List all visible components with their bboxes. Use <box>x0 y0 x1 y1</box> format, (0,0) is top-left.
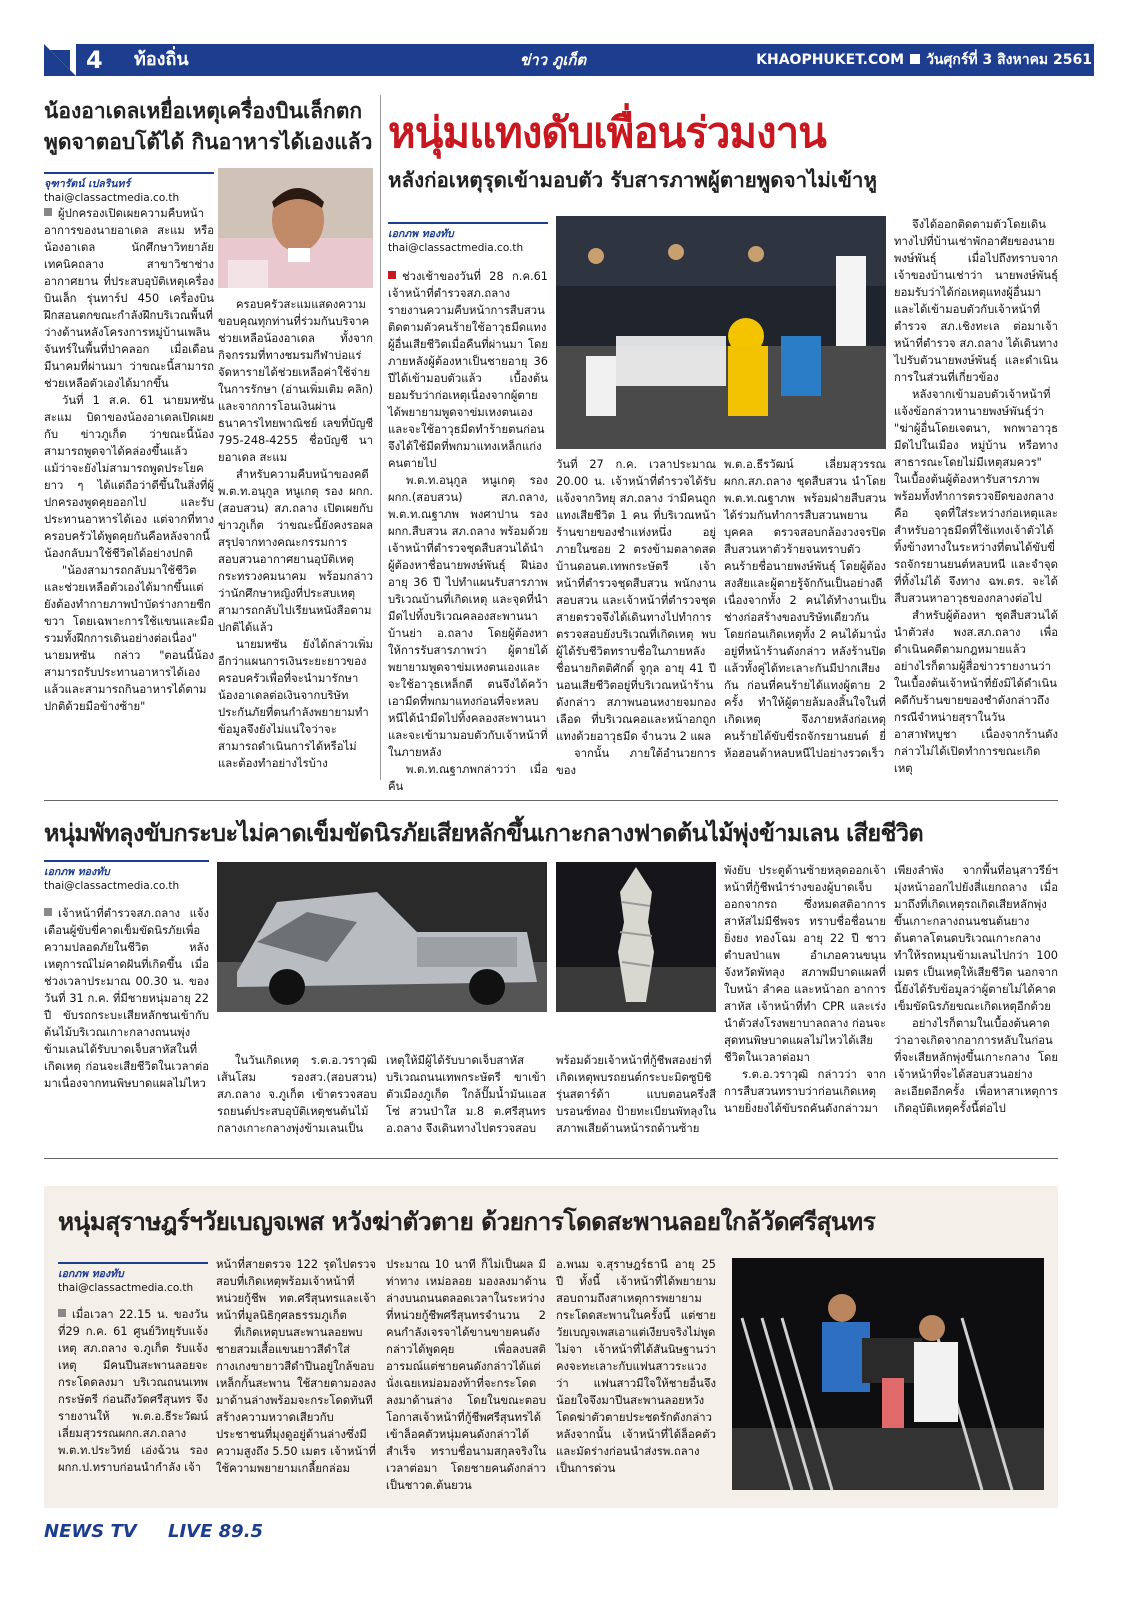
story2-text-p2: พ.ต.ท.อนุกูล หนูเกตุ รอง ผกก.(สอบสวน) สภ.ถลาง, พ.ต.ท.ณฐาภพ พงศาปาน รอง ผกก.สืบสวน สภ.ถลาง พร้อมด้วยเจ้าหน้าที่ตำรวจชุดสืบสวนได้นำผู้ต้องหาชื่อนายพงษ์พันธุ์ ฝีน่องอายุ 36 ปี ไปทำแผนรับสารภาพบริเวณบ้านที่เกิดเหตุ และจุดที่นำมีดไปทิ้งบริเวณคลองสะพานนา บ้านย่า อ.ถลาง โดยผู้ต้องหาให้การรับสารภาพว่า ผู้ตายได้พยายามพูดจาข่มเหงตนเองและจะใช้อาวุธเหล็กตี ตนจึงได้คว้าเอามีดที่พกมาแทงก่อนที่จะหลบหนีได้นำมีดไปทิ้งคลองสะพานนาและจะเข้ามามอบตัวกับเจ้าหน้าที่ในภายหลัง <box>388 474 548 759</box>
page-number: 4 <box>86 46 103 74</box>
issue-date: วันศุกร์ที่ 3 สิงหาคม 2561 <box>926 52 1092 68</box>
story3-photo-wrecked-pickup <box>217 862 547 1012</box>
paragraph-bullet-icon <box>44 208 52 216</box>
story2-col2 <box>556 456 716 784</box>
story4-text-p3: ที่เกิดเหตุบนสะพานลอยพบชายสวมเสื้อแขนยาวสีดำใส่กางเกงขายาวสีดำปีนอยู่ใกล้ขอบเหล็กกั้นสะพาน ใช้สายตามองลงมาด้านล่างพร้อมจะกระโดดทันทีสร้างความหวาดเสียวกับประชาชนที่มุงดูอยู่ด้านล่างซึ่งมีความสูงถึง 5.50 เมตร เจ้าหน้าที่ใช้ความพยายามเกลี้ยกล่อม <box>216 1326 376 1475</box>
story1-headline-line1: น้องอาเดลเหยื่อเหตุเครื่องบินเล็กตก <box>44 99 363 123</box>
story3-photo-palm-tree <box>556 862 716 1012</box>
story1-text-p5: สำหรับความคืบหน้าของคดี พ.ต.ท.อนุกูล หนูเกตุ รอง ผกก.(สอบสวน) สภ.ถลาง เปิดเผยกับ ข่าวภูเก็ต ว่าขณะนี้ยังคงรอผลสรุปจากทางคณะกรรมการสอบสวนอากาศยานอุบัติเหตุ กระทรวงคมนาคม พร้อมกล่าวว่านักศึกษาหญิงที่ประสบเหตุสามารถกลับไปเรียนหนังสือตามปกติได้แล้ว <box>218 468 373 634</box>
story2-email: thai@classactmedia.co.th <box>388 242 524 254</box>
story2-text-p8: หลังจากเข้ามอบตัวเจ้าหน้าที่แจ้งข้อกล่าวหานายพงษ์พันธุ์ว่า "ฆ่าผู้อื่นโดยเจตนา, พกพาอาวุธมีดไปในเมือง หมู่บ้าน หรือทางสาธารณะโดยไม่มีเหตุสมควร" ในเบื้องต้นผู้ต้องหารับสารภาพ พร้อมทั้งทำการตรวจยึดของกลาง คือ จุดที่ใส่ระหว่างก่อเหตุและสำหรับอาวุธมีดที่ใช้แทงเจ้าตัวได้ทิ้งข้างทางในระหว่างที่ตนได้ขับขี่รถจักรยานยนต์หลบหนี และจำจุดที่ทิ้งไม่ได้ จึงทาง ฉพ.ตร. จะได้สืบสวนหาอาวุธของกลางต่อไป <box>894 388 1058 605</box>
story1-email: thai@classactmedia.co.th <box>44 192 180 204</box>
header-site-date <box>756 44 1092 76</box>
story2-text-p6: พ.ต.อ.ธีรวัฒน์ เลี่ยมสุวรรณ ผกก.สภ.ถลาง ชุดสืบสวน นำโดย พ.ต.ท.ณฐาภพ พร้อมฝ่ายสืบสวนได้ร่วมกันทำการสืบสวนพยานบุคคล ตรวจสอบกล้องวงจรปิดสืบสวนหาตัวร้ายจนทราบตัวคนร้ายชื่อนายพงษ์พันธุ์ โดยผู้ต้องสงสัยและผู้ตายรู้จักกันเป็นอย่างดีเนื่องจากทั้ง 2 คนได้ทำงานเป็นช่างก่อสร้างของบริษัทเดียวกัน โดยก่อนเกิดเหตุทั้ง 2 คนได้มานั่งอยู่ที่หน้าร้านดังกล่าว หลังร้านปิดแล้วทั้งคู่ได้ทะเลาะกันมีปากเสียงกัน ก่อนที่คนร้ายได้แทงผู้ตาย 2 ครั้ง ทำให้ผู้ตายล้มลงสิ้นใจในที่เกิดเหตุ จึงภายหลังก่อเหตุ คนร้ายได้ขับขี่รถจักรยานยนต์ ยี่ห้อฮอนด้าหลบหนีไปอย่างรวดเร็ว <box>724 458 886 760</box>
story3-byline <box>44 860 209 893</box>
story3-text-p8: อย่างไรก็ตามในเบื้องต้นคาดว่าอาจเกิดจากอาการหลับในก่อนที่จะเสียหลักพุ่งขึ้นเกาะกลาง โดยเจ้าหน้าที่จะได้สอบสวนอย่างละเอียดอีกครั้ง เพื่อหาสาเหตุการเกิดอุบัติเหตุครั้งนี้ต่อไป <box>894 1017 1058 1115</box>
footer-logo-live: LIVE 89.5 <box>168 1521 264 1542</box>
story3-text-p4: พร้อมด้วยเจ้าหน้าที่กู้ชีพสองย่าที่เกิดเหตุพบรถยนต์กระบะมิตซูบิชิ รุ่นสตาร์ด้า แบบตอนครึ่งสีบรอนซ์ทอง ป้ายทะเบียนพัทลุงในสภาพเสียด้านหน้ารถด้านซ้าย <box>556 1054 716 1135</box>
story3-col2 <box>217 1052 377 1138</box>
story1-photo-patient <box>218 168 373 288</box>
story2-col1 <box>388 268 548 793</box>
corner-logo-icon <box>44 44 76 76</box>
story2-text-p3: พ.ต.ท.ณฐาภพกล่าวว่า เมื่อคืน <box>388 763 548 793</box>
story1-text-p6: นายมหซัน ยังได้กล่าวเพิ่มอีกว่าแผนการเงินระยะยาวของครอบครัวเพื่อที่จะนำมารักษาน้องอาเดลต่อเงินจากบริษัทประกันภัยที่ตนกำลังพยายามทำข้อมูลจึงยังไม่แน่ใจว่าจะสามารถดำเนินการได้หรือไม่และต้องทำอย่างไรบ้าง <box>218 638 373 770</box>
story2-text-p9: สำหรับผู้ต้องหา ชุดสืบสวนได้นำตัวส่ง พงส.สภ.ถลาง เพื่อดำเนินคดีตามกฎหมายแล้ว อย่างไรก็ตามผู้สื่อข่าวรายงานว่าในเบื้องต้นเจ้าหน้าที่ยังมิได้ดำเนินคดีกับร้านขายของชำดังกล่าวถึงกรณีจำหน่ายสุราในวันอาสาฬหบูชา เนื่องจากร้านดังกล่าวไม่ได้เปิดทำการขณะเกิดเหตุ <box>894 609 1058 775</box>
story4-photo-rescue <box>732 1258 1044 1490</box>
footer-logo-newstv: NEWS TV <box>44 1521 137 1542</box>
story3-col5 <box>724 862 886 1138</box>
story4-byline <box>58 1262 208 1295</box>
story3-headline: หนุ่มพัทลุงขับกระบะไม่คาดเข็มขัดนิรภัยเสียหลักขึ้นเกาะกลางฟาดต้นไม้พุ่งข้ามเลน เสียชีวิต <box>44 819 924 847</box>
story4-col4 <box>556 1256 716 1502</box>
story4-text-p2: หน้าที่สายตรวจ 122 รุดไปตรวจสอบที่เกิดเหตุพร้อมเจ้าหน้าที่หน่วยกู้ชีพ ทต.ศรีสุนทรและเจ้าหน้าที่มูลนิธิกุศลธรรมภูเก็ต <box>216 1258 376 1322</box>
story2-byline <box>388 222 548 255</box>
story4-col3 <box>386 1256 546 1502</box>
column-divider <box>380 95 381 780</box>
square-icon <box>910 54 920 64</box>
story1-byline <box>44 172 214 205</box>
section-divider <box>44 1158 1058 1159</box>
story3-email: thai@classactmedia.co.th <box>44 880 180 892</box>
story3-text-p7: เพียงลำพัง จากพื้นที่อนุสาวรีย์ฯ มุ่งหน้าออกไปยังสี่แยกถลาง เมื่อมาถึงที่เกิดเหตุรถเกิดเสียหลักพุ่งขึ้นเกาะกลางถนนชนต้นยางต้นตาลโตนดบริเวณเกาะกลาง ทำให้รถหมุนข้ามเลนไปกว่า 100 เมตร เป็นเหตุให้เสียชีวิต นอกจากนี้ยังได้รับข้อมูลว่าผู้ตายไม่ได้คาดเข็มขัดนิรภัยขณะเกิดเหตุอีกด้วย <box>894 864 1058 1013</box>
paragraph-bullet-icon <box>44 908 52 916</box>
story2-photo-crime-scene <box>556 216 886 449</box>
story3-text-p5: พังยับ ประตูด้านซ้ายหลุดออกเจ้าหน้าที่กู้ชีพนำร่างของผู้บาดเจ็บออกจากรถ ซึ่งหมดสติอาการสาหัสไม่มีชีพจร ทราบชื่อชื่อนายยิ่งยง ทองโฉม อายุ 22 ปี ชาวตำบลป่าแพ อำเภอควนขนุน จังหวัดพัทลุง สภาพมีบาดแผลที่ใบหน้า ลำคอ และหน้าอก อาการสาหัส เจ้าหน้าที่ทำ CPR และเร่งนำตัวส่งโรงพยาบาลถลาง ก่อนจะสุดทนพิษบาดแผลไม่ไหวได้เสียชีวิตในเวลาต่อมา <box>724 864 886 1064</box>
paragraph-bullet-icon <box>388 271 396 279</box>
story2-author: เอกภพ ทองทับ <box>388 228 454 240</box>
story1-text-p3: "น้องสามารถกลับมาใช้ชีวิตและช่วยเหลือตัวเองได้มากขึ้นแต่ยังต้องทำกายภาพบำบัดร่างกายซีกขวา โดยเฉพาะการใช้แขนและมือ รวมทั้งฝึกการเดินอย่างต่อเนื่อง" นายมหซัน กล่าว "ตอนนี้น้องสามารถรับประทานอาหารได้เองแล้วและสามารถกินอาหารได้ตามปกติด้วยมือข้างซ้าย" <box>44 564 214 713</box>
story1-col2 <box>218 296 373 776</box>
story3-text-p1: เจ้าหน้าที่ตำรวจสภ.ถลาง แจ้งเตือนผู้ขับขี่คาดเข็มขัดนิรภัยเพื่อความปลอดภัยในชีวิต หลังเหตุการณ์ไม่คาดฝันที่เกิดขึ้น เมื่อช่วงเวลาประมาณ 00.30 น. ของวันที่ 31 ก.ค. ที่มีชายหนุ่มอายุ 22 ปี ขับรถกระบะเสียหลักชนเข้ากับต้นไม้บริเวณเกาะกลางถนนพุ่งข้ามเลนได้รับบาดเจ็บสาหัสในที่เกิดเหตุ ก่อนจะเสียชีวิตในเวลาต่อมาเนื่องจากทนพิษบาดแผลไม่ไหว <box>44 907 209 1090</box>
masthead-logo: ข่าว ภูเก็ต <box>520 51 587 69</box>
section-title: ท้องถิ่น <box>134 49 189 70</box>
paragraph-bullet-icon <box>58 1309 66 1317</box>
story4-col2 <box>216 1256 376 1502</box>
story2-col3 <box>724 456 886 784</box>
story2-subhead: หลังก่อเหตุรุดเข้ามอบตัว รับสารภาพผู้ตายพูดจาไม่เข้าหู <box>388 168 877 192</box>
story4-email: thai@classactmedia.co.th <box>58 1282 194 1294</box>
site-name: KHAOPHUKET.COM <box>756 52 905 68</box>
story1-text-p2: วันที่ 1 ส.ค. 61 นายมหซัน สะแม บิดาของน้องอาเดลเปิดเผยกับ ข่าวภูเก็ต ว่าขณะนี้น้องสามารถพูดจาได้คล่องขึ้นแล้วแม้ว่าจะยังไม่สามารถพูดประโยคยาว ๆ ได้แต่ถือว่าดีขึ้นในสิ่งที่ผู้ปกครองพูดคุยออกไป และรับประทานอาหารได้เอง แต่จากที่ทางครอบครัวได้พูดคุยกันคือหลังจากนี้น้องกลับมาใช้ชีวิตได้อย่างปกติ <box>44 394 214 560</box>
story2-text-p4: วันที่ 27 ก.ค. เวลาประมาณ 20.00 น. เจ้าหน้าที่ตำรวจได้รับแจ้งจากวิทยุ สภ.ถลาง ว่ามีคนถูกแทงเสียชีวิต 1 คน ที่บริเวณหน้าร้านขายของชำแห่งหนึ่ง อยู่ภายในซอย 2 ตรงข้ามตลาดสดบ้านดอนต.เทพกระษัตรี เจ้าหน้าที่ตำรวจชุดสืบสวน พนักงานสอบสวน และเจ้าหน้าที่ตำรวจชุดสายตรวจจึงได้เดินทางไปทำการตรวจสอบยังบริเวณที่เกิดเหตุ พบผู้ได้รับชีวิตทราบชื่อในภายหลังชื่อนายกิตติศักดิ์ จูกุล อายุ 41 ปี นอนเสียชีวิตอยู่ที่บริเวณหน้าร้านดังกล่าว สภาพนอนหงายจมกองเลือด ที่บริเวณคอและหน้าอกถูกแทงด้วยอาวุธมีด จำนวน 2 แผล <box>556 458 716 743</box>
story3-col4 <box>556 1052 716 1138</box>
story3-col1 <box>44 905 209 1141</box>
story3-text-p2: ในวันเกิดเหตุ ร.ต.อ.วราวุฒิ เส้นโสม รองสว.(สอบสวน) สภ.ถลาง จ.ภูเก็ต เข้าตรวจสอบรถยนต์ประสบอุบัติเหตุชนต้นไม้กลางเกาะกลางพุ่งข้ามเลนเป็น <box>217 1054 377 1135</box>
story1-text-p1: ผู้ปกครองเปิดเผยความคืบหน้าอาการของนายอาเดล สะแม หรือ น้องอาเดล นักศึกษาวิทยาลัยเทคนิคถลาง สาขาวิชาช่างอากาศยาน ที่ประสบอุบัติเหตุเครื่องบินเล็ก รุ่นทาร์ป 450 เครื่องบินฝึกสอนตกขณะกำลังฝึกบริเวณพื้นที่ว่างด้านหลังโครงการหมู่บ้านเพลินจันทร์ในพื้นที่ป่าคลอก เมื่อเดือนมีนาคมที่ผ่านมา ว่าขณะนี้สามารถช่วยเหลือตัวเองได้มากขึ้น <box>44 207 214 390</box>
story4-col1 <box>58 1306 208 1502</box>
story4-text-p5: อ.พนม จ.สุราษฎร์ธานี อายุ 25 ปี ทั้งนี้ เจ้าหน้าที่ได้พยายามสอบถามถึงสาเหตุการพยายามกระโดดสะพานในครั้งนี้ แต่ชายวัยเบญจเพสเอาแต่เงียบจริงไม่พูดไม่จา เจ้าหน้าที่ได้สันนิษฐานว่าคงจะทะเลาะกับแฟนสาวระแวงว่า แฟนสาวมีใจให้ชายอื่นจึงน้อยใจจึงมาปีนสะพานลอยหวังโดดฆ่าตัวตายประชดรักดังกล่าว หลังจากนั้น เจ้าหน้าที่ได้ล็อคตัวและมัดร่างก่อนนำส่งรพ.ถลาง เป็นการด่วน <box>556 1258 716 1475</box>
story4-text-p1: เมื่อเวลา 22.15 น. ของวันที่29 ก.ค. 61 ศูนย์วิทยุรับแจ้งเหตุ สภ.ถลาง จ.ภูเก็ต รับแจ้งเหตุ มีคนปีนสะพานลอยจะกระโดดลงมา บริเวณถนนเทพกระษัตรี ก่อนถึงวัดศรีสุนทร จึงรายงานให้ พ.ต.อ.ธีระวัฒน์ เลี่ยมสุวรรณผกก.สภ.ถลาง พ.ต.ท.ประวิทย์ เอ่งฉ้วน รอง ผกก.ป.ทราบก่อนนำกำลัง เจ้า <box>58 1308 208 1474</box>
story1-col1 <box>44 205 214 775</box>
story1-headline-line2: พูดจาตอบโต้ได้ กินอาหารได้เองแล้ว <box>44 130 373 154</box>
story3-author: เอกภพ ทองทับ <box>44 866 110 878</box>
story2-headline: หนุ่มแทงดับเพื่อนร่วมงาน <box>388 108 826 157</box>
story1-author: จุฑารัตน์ เปลรินทร์ <box>44 178 131 190</box>
story3-col3 <box>386 1052 546 1138</box>
story3-text-p6: ร.ต.อ.วราวุฒิ กล่าวว่า จากการสืบสวนทราบว่าก่อนเกิดเหตุ นายยิ่งยงได้ขับรถคันดังกล่าวมา <box>724 1068 886 1115</box>
story2-text-p1: ช่วงเช้าของวันที่ 28 ก.ค.61 เจ้าหน้าที่ตำรวจสภ.ถลาง รายงานความคืบหน้าการสืบสวนติดตามตัวคนร้ายใช้อาวุธมีดแทงผู้อื่นเสียชีวิตเมื่อคืนที่ผ่านมา โดยภายหลังผู้ต้องหาเป็นชายอายุ 36 ปีได้เข้ามอบตัวแล้ว เบื้องต้นยอมรับว่าก่อเหตุเนื่องจากผู้ตายได้พยายามพูดจาข่มเหงตนเอง และจะใช้อาวุธมีดทำร้ายตนก่อน จึงได้ใช้มีดที่พกมาแทงเหล็กแก่งคนตายไป <box>388 270 548 470</box>
story2-text-p7: จึงได้ออกติดตามตัวโดยเดินทางไปที่บ้านเช่าพักอาศัยของนายพงษ์พันธุ์ เมื่อไปถึงทราบจากเจ้าของบ้านเช่าว่า นายพงษ์พันธุ์ยอมรับว่าได้ก่อเหตุแทงผู้อื่นมาและได้เข้ามอบตัวกับเจ้าหน้าที่ตำรวจ สภ.เชิงทะเล ต่อมาเจ้าหน้าที่ตำรวจ สภ.ถลาง ได้เดินทางไปรับตัวนายพงษ์พันธุ์ และดำเนินการในส่วนที่เกี่ยวข้อง <box>894 218 1058 384</box>
story3-col6 <box>894 862 1058 1138</box>
story4-headline: หนุ่มสุราษฎร์ฯวัยเบญจเพส หวังฆ่าตัวตาย ด้วยการโดดสะพานลอยใกล้วัดศรีสุนทร <box>58 1207 876 1236</box>
story3-text-p3: เหตุให้มีผู้ได้รับบาดเจ็บสาหัสบริเวณถนนเทพกระษัตรี ขาเข้าตัวเมืองภูเก็ต ใกล้ปั๊มน้ำมันแอสโซ่ สวนป่าใส ม.8 ต.ศรีสุนทร อ.ถลาง จึงเดินทางไปตรวจสอบ <box>386 1054 546 1135</box>
story4-text-p4: ประมาณ 10 นาที ก็ไม่เป็นผล มีท่าทาง เหม่อลอย มองลงมาด้านล่างบนถนนตลอดเวลาในระหว่างที่หน่วยกู้ชีพศรีสุนทรจำนวน 2 คนกำลังเจรจาได้ขานขายคนดังกล่าวได้พูดคุย เพื่อลงบสติอารมณ์แต่ชายคนดังกล่าวได้แต่นั่งเฉยเหม่อมองท้าที่จะกระโดดลงมาด้านล่าง โดยในขณะตอบโอกาสเจ้าหน้าที่กู้ชีพศรีสุนทรได้เข้าล็อคตัวหนุ่มคนดังกล่าวได้สำเร็จ ทราบชื่อนามสกุลจริงในเวลาต่อมา โดยชายคนดังกล่าวเป็นชาวต.ต้นยวน <box>386 1258 546 1492</box>
story2-text-p5: จากนั้น ภายใต้อำนวยการของ <box>556 747 716 777</box>
story2-col4 <box>894 216 1058 784</box>
story4-author: เอกภพ ทองทับ <box>58 1268 124 1280</box>
story1-text-p4: ครอบครัวสะแมแสดงความขอบคุณทุกท่านที่ร่วมกันบริจาคช่วยเหลือน้องอาเดล ทั้งจากกิจกรรมที่ทางชมรมกีฬาบ่อแร่จัดหารายได้ช่วยเหลือค่าใช้จ่ายในการรักษา (อ่านเพิ่มเติม คลิก) และจากการโอนเงินผ่านธนาคารไทยพาณิชย์ เลขที่บัญชี 795-248-4255 ชื่อบัญชี นายอาเดล สะแม <box>218 298 373 464</box>
section-divider <box>44 800 1058 801</box>
